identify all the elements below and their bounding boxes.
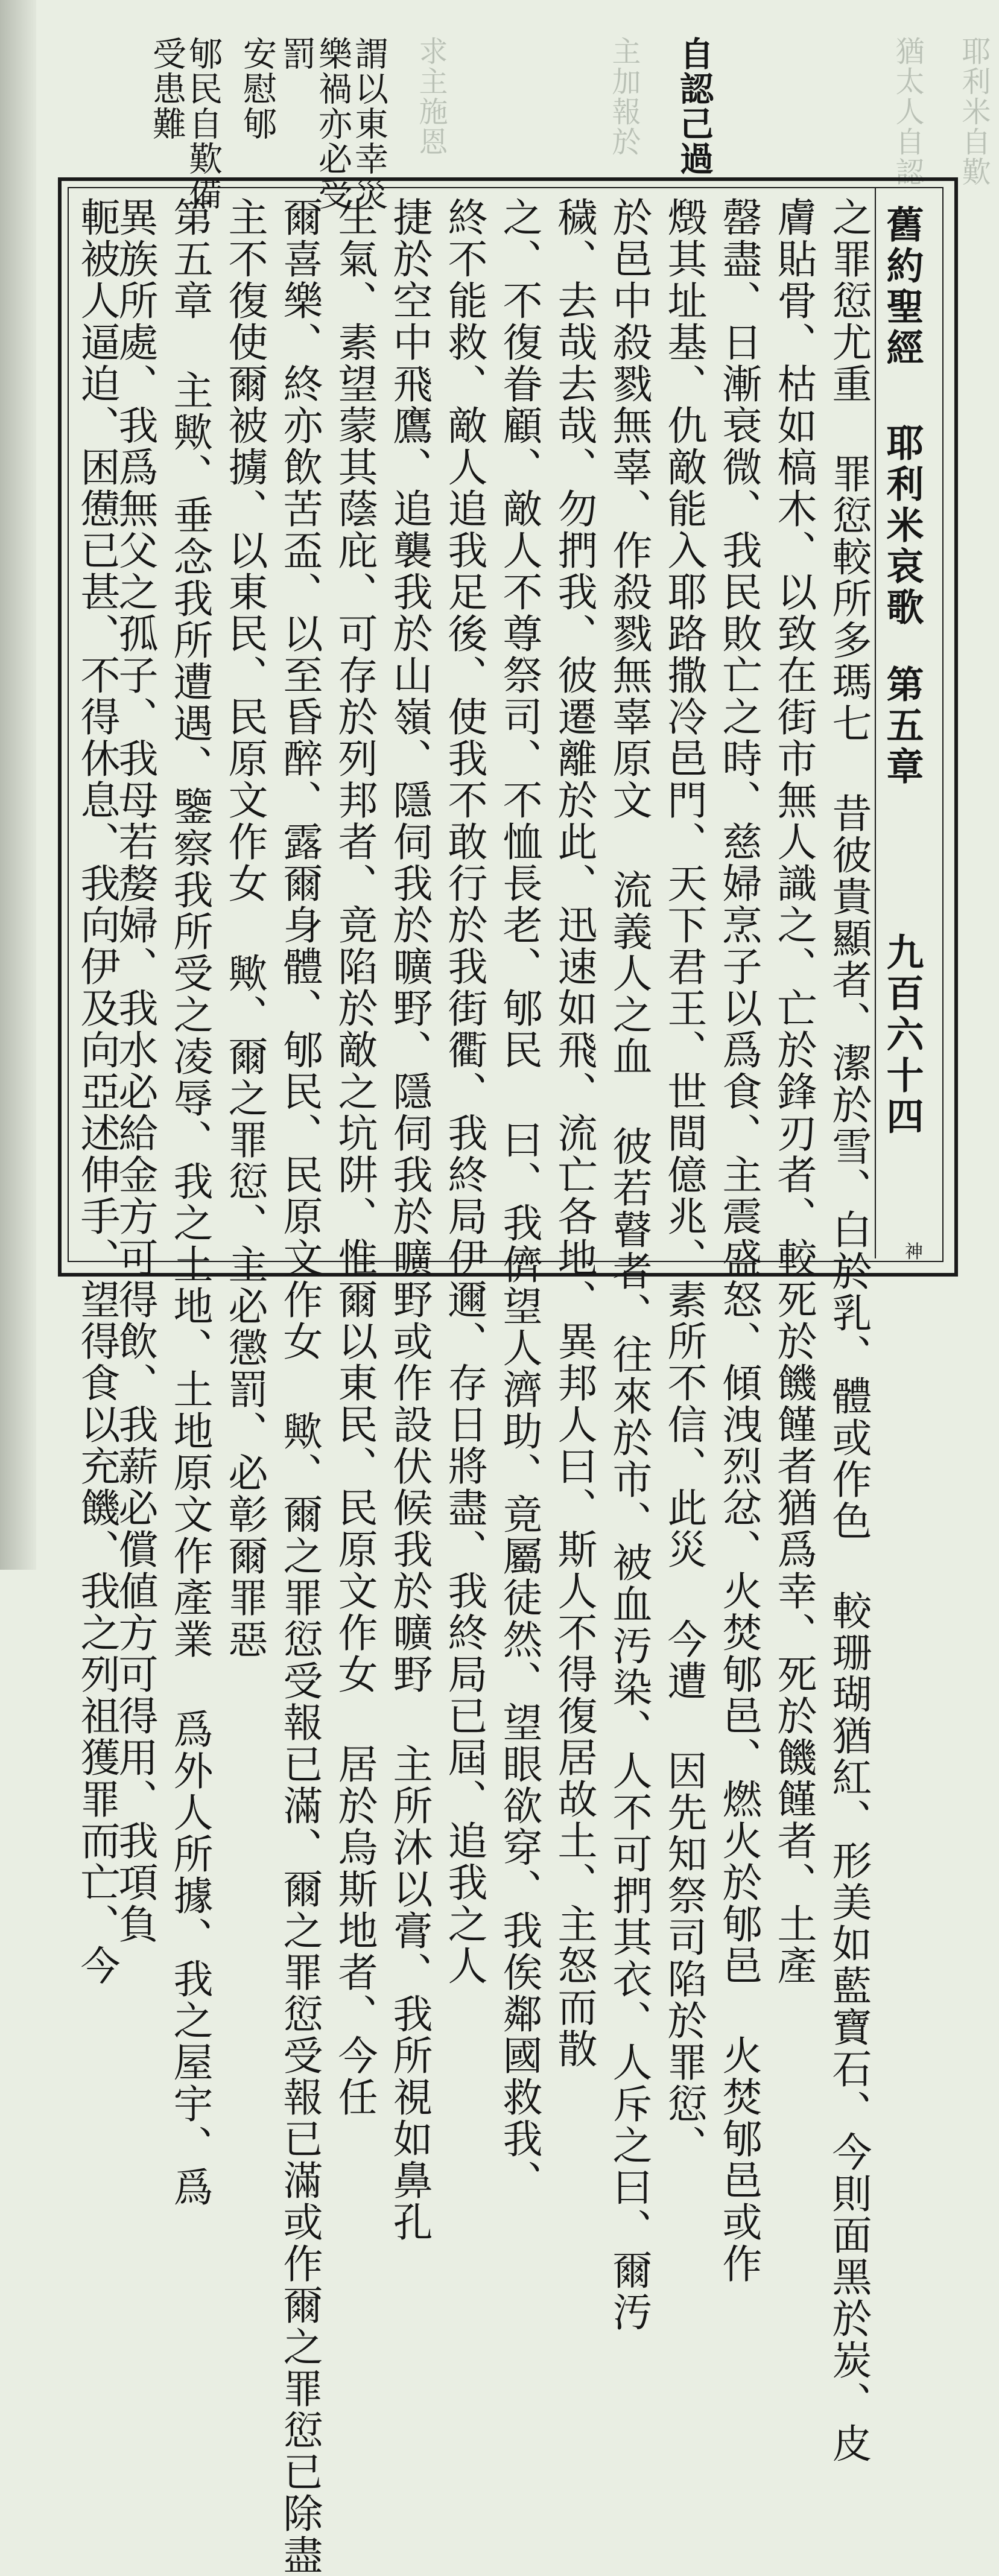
text-column: 膚貼骨、枯如槁木、以致在街市無人識之、亡於鋒刃者、較死於饑饉者猶爲幸、死於饑饉者、土產 bbox=[770, 197, 817, 1987]
page-number: 九百六十四 bbox=[880, 933, 924, 1138]
margin-note-zion-lament-2: 受患難 bbox=[147, 36, 186, 141]
text-column-chapter-start: 第五章 主歟、垂念我所遭遇、鑒察我所受之凌辱、我之土地、土地原文作產業 爲外人所據、我之屋宇、爲 bbox=[166, 197, 213, 2208]
margin-note-comfort-zion: 安慰郇 bbox=[238, 36, 277, 141]
ghost-note: 主加報於 bbox=[607, 36, 641, 157]
page-binding-shadow bbox=[0, 0, 36, 1570]
text-column: 生氣、素望蒙其蔭庇、可存於列邦者、竟陷於敵之坑阱、惟爾以東民、民原文作女 居於烏斯地者、今任 bbox=[331, 197, 378, 2118]
ghost-note: 猶太人自認 bbox=[890, 36, 924, 187]
text-column: 爾喜樂、終亦飲苦盃、以至昏醉、露爾身體、郇民、民原文作女 歟、爾之罪愆受報已滿、爾之罪愆受報已滿或作爾之罪愆已除盡 bbox=[276, 197, 323, 2576]
text-column: 燬其址基、仇敵能入耶路撒冷邑門、天下君王、世間億兆、素所不信、此災 今遭 因先知祭司陷於罪愆、 bbox=[661, 197, 707, 2166]
text-column: 軛被人逼迫、困憊已甚、不得休息、我向伊及向亞述伸手、望得食以充饑、我之列祖獲罪而亡、今 bbox=[74, 197, 120, 1987]
margin-note-self-confess: 自認己過 bbox=[674, 36, 714, 176]
margin-note-zion-lament-1: 郇民自歎備 bbox=[183, 36, 223, 211]
edge-mark: 神 bbox=[905, 1242, 923, 1263]
text-column: 之、不復眷顧、敵人不尊祭司、不恤長老、郇民 曰、我儕望人濟助、竟屬徒然、望眼欲穿、我俟鄰國救我、 bbox=[496, 197, 542, 2201]
chapter-label: 第五章 bbox=[880, 665, 924, 788]
margin-note-edom-3: 罰 bbox=[277, 36, 316, 71]
text-column: 罄盡、日漸衰微、我民敗亡之時、慈婦烹子以爲食、主震盛怒、傾洩烈忿、火焚郇邑、燃火於郇邑 火焚郇邑或作 bbox=[715, 197, 762, 2285]
text-column: 終不能救、敵人追我足後、使我不敢行於我街衢、我終局伊邇、存日將盡、我終局已屆、追我之人 bbox=[441, 197, 487, 1987]
margin-note-edom-2: 樂禍亦必受 bbox=[313, 36, 352, 211]
text-column: 異族所處、我爲無父之孤子、我母若嫠婦、我水必給金方可得飲、我薪必償値方可得用、我項負 bbox=[112, 197, 158, 1945]
book-title: 舊約聖經 bbox=[880, 205, 924, 369]
running-header bbox=[880, 205, 929, 1255]
text-column: 穢、去哉去哉、勿捫我、彼遷離於此、迅速如飛、流亡各地、異邦人曰、斯人不得復居故土、主怒而散 bbox=[551, 197, 597, 2070]
ghost-note: 求主施恩 bbox=[414, 36, 448, 157]
ghost-note: 耶利米自歎 bbox=[957, 36, 991, 187]
text-column: 捷於空中飛鷹、追襲我於山嶺、隱伺我於曠野、隱伺我於曠野或作設伏候我於曠野 主所沐以膏、我所視如鼻孔 bbox=[386, 197, 433, 2243]
text-column: 於邑中殺戮無辜、作殺戮無辜原文 流義人之血 彼若瞽者、往來於市、被血汚染、人不可捫其衣、人斥之曰、爾汚 bbox=[606, 197, 652, 2333]
text-column: 主不復使爾被擄、以東民、民原文作女 歟、爾之罪愆、主必懲罰、必彰爾罪惡 bbox=[221, 197, 268, 1660]
margin-note-edom-1: 謂以東幸災 bbox=[349, 36, 388, 211]
book-name: 耶利米哀歌 bbox=[880, 424, 924, 629]
text-column: 之罪愆尤重 罪愆較所多瑪七 昔彼貴顯者、潔於雪、白於乳、體或作色 較珊瑚猶紅、形美如藍寶石、今則面黑於炭、皮 bbox=[825, 197, 872, 2464]
